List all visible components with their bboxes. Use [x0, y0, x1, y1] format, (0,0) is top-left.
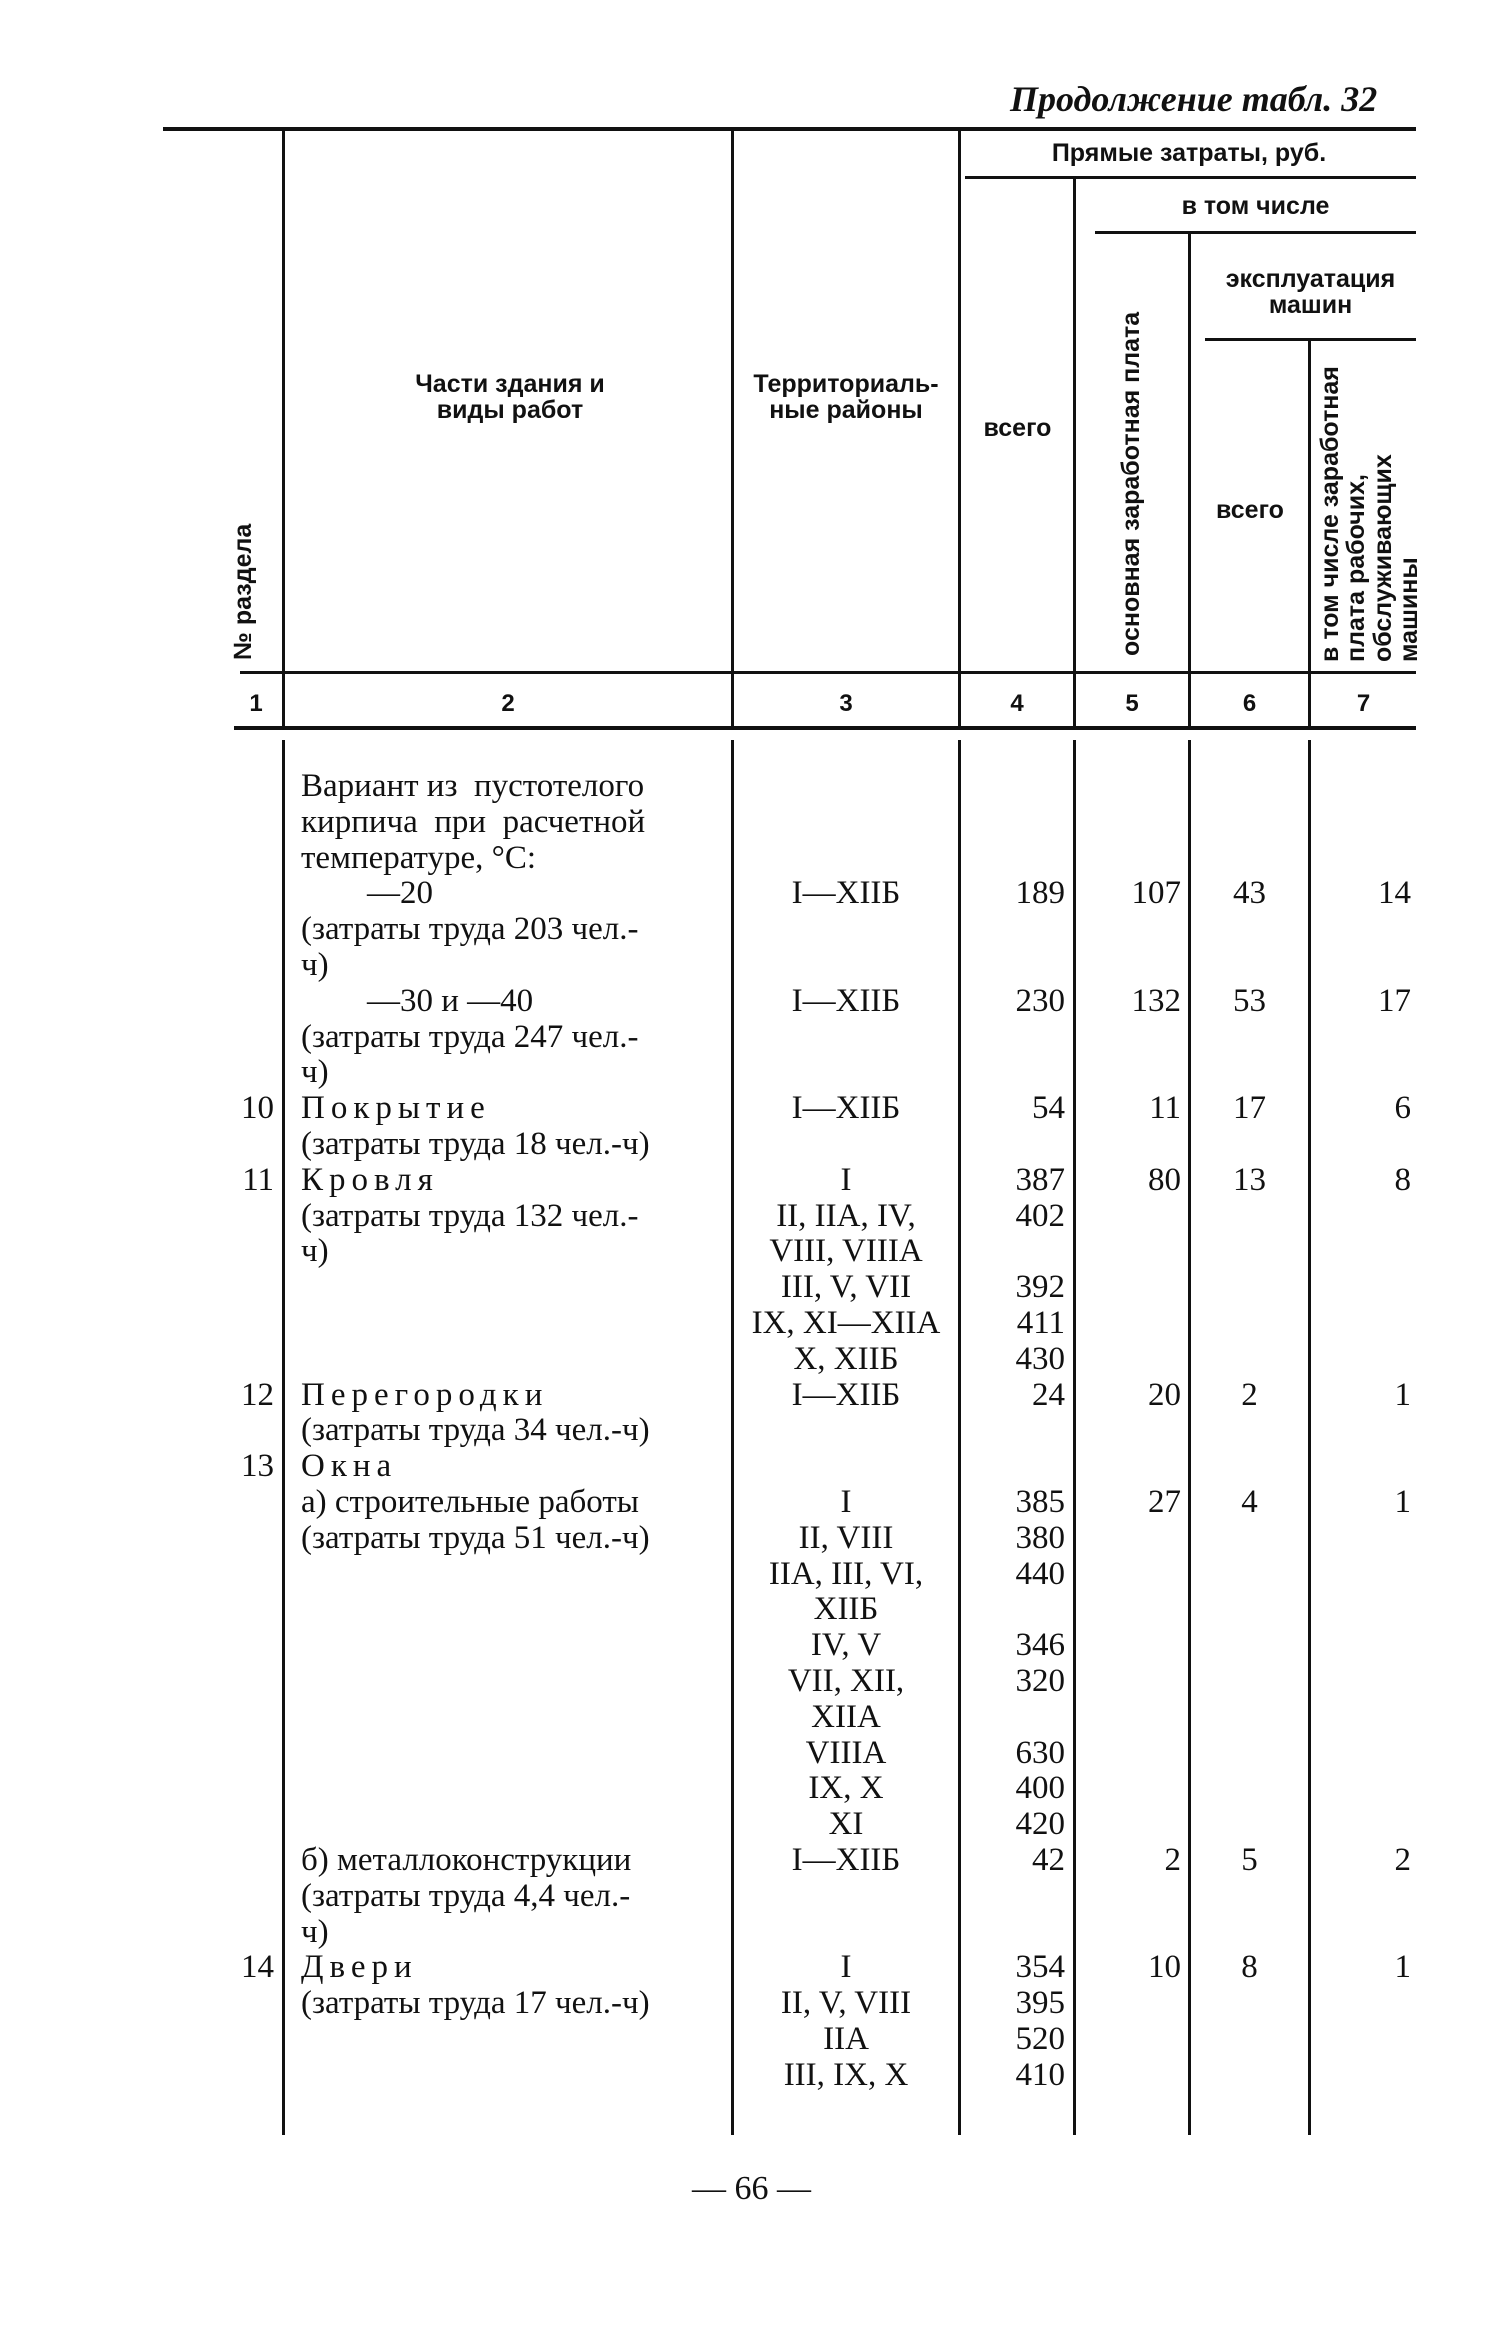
base-wage-cell: 132 [1131, 983, 1181, 1019]
work-description: Окна [301, 1448, 398, 1484]
region-cell: VII, XII, [787, 1663, 905, 1699]
region-cell: I [840, 1484, 852, 1520]
work-description: кирпича при расчетной [301, 804, 646, 840]
region-cell: I—XIIБ [791, 1842, 901, 1878]
machine-total-cell: 53 [1233, 983, 1266, 1019]
column-number: 4 [1010, 690, 1024, 717]
total-cost-cell: 630 [1015, 1735, 1065, 1771]
section-number: 10 [241, 1090, 274, 1126]
work-description: Вариант из пустотелого [301, 768, 645, 804]
total-cost-cell: 520 [1015, 2021, 1065, 2057]
total-cost-cell: 400 [1015, 1770, 1065, 1806]
region-cell: I—XIIБ [791, 983, 901, 1019]
total-cost-cell: 420 [1015, 1806, 1065, 1842]
machine-wage-cell: 6 [1394, 1090, 1411, 1126]
total-cost-cell: 230 [1015, 983, 1065, 1019]
column-number: 5 [1125, 690, 1139, 717]
column-number: 2 [501, 690, 515, 717]
machine-total-cell: 8 [1241, 1949, 1258, 1985]
region-cell: IV, V [810, 1627, 882, 1663]
work-description: (затраты труда 247 чел.- [301, 1019, 639, 1055]
machine-wage-cell: 17 [1378, 983, 1411, 1019]
machine-wage-cell: 2 [1394, 1842, 1411, 1878]
total-cost-cell: 410 [1015, 2057, 1065, 2093]
region-cell: I [840, 1949, 852, 1985]
machine-total-cell: 13 [1233, 1162, 1266, 1198]
total-cost-cell: 320 [1015, 1663, 1065, 1699]
work-description: Двери [301, 1949, 418, 1985]
base-wage-cell: 10 [1148, 1949, 1181, 1985]
total-cost-cell: 387 [1015, 1162, 1065, 1198]
machine-total-cell: 43 [1233, 875, 1266, 911]
region-cell: IX, XI—XIIА [751, 1305, 941, 1341]
region-cell: XI [828, 1806, 864, 1842]
total-cost-cell: 440 [1015, 1556, 1065, 1592]
machine-wage-cell: 1 [1394, 1949, 1411, 1985]
machine-total-cell: 17 [1233, 1090, 1266, 1126]
machine-total-cell: 5 [1241, 1842, 1258, 1878]
base-wage-cell: 80 [1148, 1162, 1181, 1198]
region-cell: II, V, VIII [780, 1985, 912, 2021]
body-divider-6 [1308, 740, 1311, 2135]
header-base-wage: основная заработная плата [1117, 311, 1145, 656]
work-description: (затраты труда 51 чел.-ч) [301, 1520, 650, 1556]
column-number-rule [234, 726, 1416, 730]
direct-costs-rule [965, 176, 1416, 179]
region-cell: II, IIА, IV, [776, 1198, 916, 1234]
top-rule [163, 127, 1416, 131]
total-cost-cell: 430 [1015, 1341, 1065, 1377]
region-cell: I—XIIБ [791, 1377, 901, 1413]
machine-total-cell: 4 [1241, 1484, 1258, 1520]
region-cell: IIА, III, VI, [768, 1556, 924, 1592]
section-number: 11 [242, 1162, 274, 1198]
total-cost-cell: 385 [1015, 1484, 1065, 1520]
base-wage-cell: 20 [1148, 1377, 1181, 1413]
total-cost-cell: 346 [1015, 1627, 1065, 1663]
region-cell: XIIА [811, 1699, 881, 1735]
total-cost-cell: 24 [1032, 1377, 1065, 1413]
base-wage-cell: 2 [1164, 1842, 1181, 1878]
machine-wage-cell: 1 [1394, 1377, 1411, 1413]
header-regions: Территориаль-ные районы [753, 370, 939, 425]
work-description: (затраты труда 17 чел.-ч) [301, 1985, 650, 2021]
work-description: (затраты труда 132 чел.- [301, 1198, 639, 1234]
machine-wage-cell: 1 [1394, 1484, 1411, 1520]
body-divider-1 [282, 740, 285, 2135]
header-including: в том числе [1181, 192, 1330, 220]
col-divider-2 [731, 131, 734, 730]
column-number: 1 [249, 690, 263, 717]
total-cost-cell: 411 [1016, 1305, 1065, 1341]
header-section-number: № раздела [229, 523, 257, 660]
header-total: всего [983, 414, 1052, 442]
header-bottom-rule [240, 671, 1416, 674]
col-divider-6 [1308, 341, 1311, 730]
header-direct-costs: Прямые затраты, руб. [1051, 139, 1327, 167]
page-number: — 66 — [692, 2170, 811, 2207]
column-number: 3 [839, 690, 853, 717]
work-description: (затраты труда 203 чел.- [301, 911, 639, 947]
work-description: (затраты труда 4,4 чел.- [301, 1878, 631, 1914]
header-machine-total: всего [1216, 496, 1284, 524]
region-cell: VIIIА [805, 1735, 887, 1771]
header-machine-operation: эксплуатация машин [1225, 265, 1396, 320]
section-number: 14 [241, 1949, 274, 1985]
section-number: 13 [241, 1448, 274, 1484]
work-description: Покрытие [301, 1090, 491, 1126]
header-machine-wage: в том числе заработная плата рабочих, обслуживающих машины [1316, 366, 1423, 662]
section-number: 12 [241, 1377, 274, 1413]
total-cost-cell: 42 [1032, 1842, 1065, 1878]
region-cell: IX, X [808, 1770, 884, 1806]
base-wage-cell: 11 [1149, 1090, 1181, 1126]
header-parts: Части здания и виды работ [415, 370, 605, 425]
work-description: температуре, °С: [301, 840, 537, 876]
region-cell: I—XIIБ [791, 1090, 901, 1126]
work-description: (затраты труда 18 чел.-ч) [301, 1126, 650, 1162]
total-cost-cell: 354 [1015, 1949, 1065, 1985]
work-description: ч) [301, 1054, 329, 1090]
work-description: (затраты труда 34 чел.-ч) [301, 1412, 650, 1448]
region-cell: XIIБ [813, 1591, 879, 1627]
work-description: ч) [301, 1233, 329, 1269]
region-cell: I—XIIБ [791, 875, 901, 911]
region-cell: IIА [823, 2021, 869, 2057]
region-cell: VIII, VIIIА [769, 1233, 923, 1269]
col-divider-1 [282, 131, 285, 730]
work-description: ч) [301, 947, 329, 983]
machine-total-cell: 2 [1241, 1377, 1258, 1413]
total-cost-cell: 402 [1015, 1198, 1065, 1234]
body-divider-4 [1073, 740, 1076, 2135]
work-description: —20 [367, 875, 433, 911]
column-number: 6 [1242, 690, 1257, 717]
table-continuation-title: Продолжение табл. 32 [1010, 79, 1378, 119]
work-description: Кровля [301, 1162, 439, 1198]
body-divider-5 [1188, 740, 1191, 2135]
body-divider-2 [731, 740, 734, 2135]
total-cost-cell: 189 [1015, 875, 1065, 911]
work-description: Перегородки [301, 1377, 549, 1413]
region-cell: III, IX, X [783, 2057, 909, 2093]
including-rule [1095, 231, 1416, 234]
total-cost-cell: 392 [1015, 1269, 1065, 1305]
work-description: —30 и —40 [367, 983, 534, 1019]
region-cell: II, VIII [798, 1520, 894, 1556]
body-divider-3 [958, 740, 961, 2135]
base-wage-cell: 107 [1131, 875, 1181, 911]
base-wage-cell: 27 [1148, 1484, 1181, 1520]
region-cell: I [840, 1162, 852, 1198]
region-cell: III, V, VII [780, 1269, 912, 1305]
total-cost-cell: 54 [1032, 1090, 1065, 1126]
machine-wage-cell: 14 [1378, 875, 1411, 911]
region-cell: X, XIIБ [793, 1341, 899, 1377]
col-divider-5 [1188, 234, 1191, 730]
work-description: ч) [301, 1914, 329, 1950]
machine-wage-cell: 8 [1394, 1162, 1411, 1198]
total-cost-cell: 380 [1015, 1520, 1065, 1556]
total-cost-cell: 395 [1015, 1985, 1065, 2021]
col-divider-3 [958, 131, 961, 730]
column-number: 7 [1356, 690, 1371, 717]
work-description: а) строительные работы [301, 1484, 639, 1520]
work-description: б) металлоконструкции [301, 1842, 632, 1878]
col-divider-4 [1073, 179, 1076, 730]
